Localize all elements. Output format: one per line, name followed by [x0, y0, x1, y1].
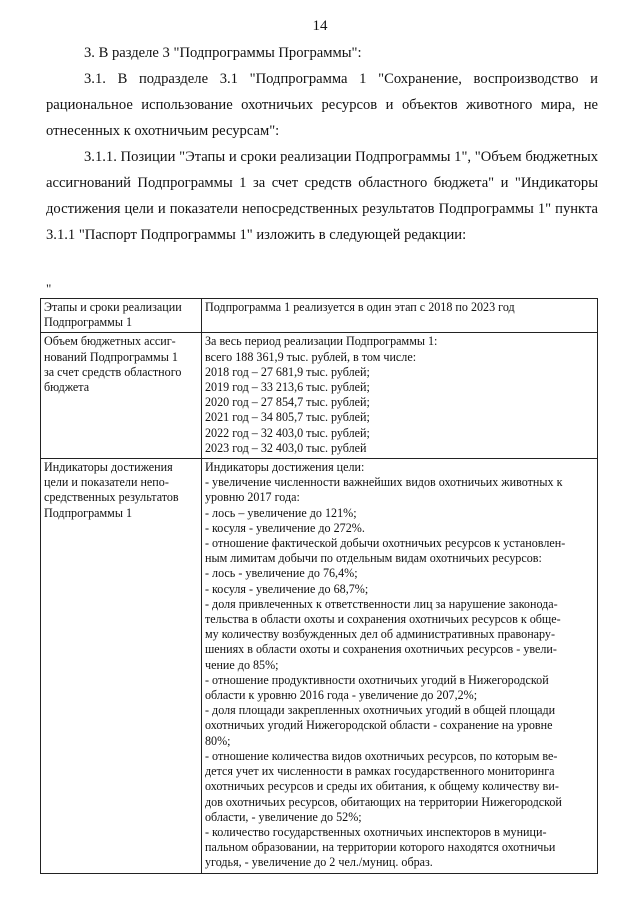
value-line: области, - увеличение до 52%;: [205, 809, 362, 824]
value-line: чение до 85%;: [205, 657, 279, 672]
opening-quote-mark: ": [46, 281, 52, 296]
paragraph-item-3-1-1: 3.1.1. Позиции "Этапы и сроки реализации Подпрограммы 1", "Объем бюджетных ассигнований Подпрограммы 1 за счет средств областного бюджета" и "Индикаторы достижения цели и показатели непосредственных результатов Подпрограммы 1" пункта 3.1.1 "Паспорт Подпрограммы 1" изложить в следующей редакции:: [46, 149, 598, 243]
value-line: - количество государственных охотничьих инспекторов в муници-: [205, 824, 547, 839]
value-line: 2021 год – 34 805,7 тыс. рублей;: [205, 410, 370, 425]
page-number: 14: [312, 18, 328, 34]
value-line: Индикаторы достижения цели:: [205, 460, 365, 475]
value-line: - лось – увеличение до 121%;: [205, 505, 357, 520]
row-stages-and-terms: [41, 299, 598, 333]
label-line: Этапы и сроки реализации: [44, 300, 182, 314]
row-value-cell: [202, 299, 598, 333]
value-line: - доля площади закрепленных охотничьих угодий в общей площади: [205, 703, 556, 718]
label-line: Подпрограммы 1: [44, 315, 133, 330]
passport-table-body: [41, 299, 598, 874]
row-indicators: [41, 459, 598, 873]
row-label-cell: [41, 299, 202, 333]
value-line: - отношение фактической добычи охотничьих ресурсов к установлен-: [205, 536, 566, 551]
value-line: тельства в области охоты и сохранения охотничьих ресурсов к обще-: [205, 612, 561, 627]
row-budget-allocations: [41, 333, 598, 459]
passport-table: [40, 298, 598, 874]
value-line: 2020 год – 27 854,7 тыс. рублей;: [205, 395, 370, 410]
value-line: угодья, - увеличение до 2 чел./муниц. образ.: [205, 855, 433, 870]
value-line: 2019 год – 33 213,6 тыс. рублей;: [205, 380, 370, 395]
value-line: пальном образовании, на территории которого находятся охотничьи: [205, 840, 556, 855]
row-value-cell: [202, 459, 598, 873]
label-line: бюджета: [44, 380, 90, 395]
value-line: 2018 год – 27 681,9 тыс. рублей;: [205, 364, 370, 379]
value-line: За весь период реализации Подпрограммы 1:: [205, 334, 438, 349]
value-line: - косуля - увеличение до 272%.: [205, 520, 365, 535]
paragraph-section-3: 3. В разделе 3 "Подпрограммы Программы":: [84, 45, 362, 61]
row-label-cell: [41, 333, 202, 459]
value-line: шениях в области охоты и сохранения охотничьих ресурсов - увели-: [205, 642, 557, 657]
value-line: всего 188 361,9 тыс. рублей, в том числе:: [205, 349, 417, 364]
value-line: уровню 2017 года:: [205, 490, 300, 505]
paragraph-subsection-3-1: 3.1. В подразделе 3.1 "Подпрограмма 1 "Сохранение, воспроизводство и рациональное использование охотничьих ресурсов и объектов животного мира, не отнесенных к охотничьим ресурсам":: [46, 71, 598, 139]
body-text: [46, 40, 598, 248]
label-line: Индикаторы достижения: [44, 460, 173, 475]
value-line: му количеству возбужденных дел об административных правонару-: [205, 627, 555, 642]
value-line: - отношение количества видов охотничьих ресурсов, по которым ве-: [205, 748, 558, 763]
value-line: ным лимитам добычи по отдельным видам охотничьих ресурсов:: [205, 551, 542, 566]
value-line: Подпрограмма 1 реализуется в один этап с 2018 по 2023 год: [205, 300, 515, 314]
value-line: - косуля - увеличение до 68,7%;: [205, 581, 369, 596]
value-line: 2022 год – 32 403,0 тыс. рублей;: [205, 425, 370, 440]
label-line: средственных результатов: [44, 490, 179, 505]
value-line: охотничьих ресурсов и среды их обитания, к общему количеству ви-: [205, 779, 559, 794]
row-value-cell: [202, 333, 598, 459]
label-line: Подпрограммы 1: [44, 505, 133, 520]
value-line: 2023 год – 32 403,0 тыс. рублей: [205, 440, 367, 455]
label-line: цели и показатели непо-: [44, 475, 169, 490]
row-label-cell: [41, 459, 202, 873]
value-line: - отношение продуктивности охотничьих угодий в Нижегородской: [205, 672, 549, 687]
label-line: за счет средств областного: [44, 364, 182, 379]
value-line: - доля привлеченных к ответственности лиц за нарушение законода-: [205, 596, 558, 611]
value-line: области к уровню 2016 года - увеличение до 207,2%;: [205, 688, 478, 703]
value-line: 80%;: [205, 733, 231, 748]
value-line: - лось - увеличение до 76,4%;: [205, 566, 358, 581]
label-line: нований Подпрограммы 1: [44, 349, 178, 364]
value-line: дов охотничьих ресурсов, обитающих на территории Нижегородской: [205, 794, 562, 809]
label-line: Объем бюджетных ассиг-: [44, 334, 176, 349]
value-line: - увеличение численности важнейших видов охотничьих животных к: [205, 475, 563, 490]
value-line: дется учет их численности в рамках государственного мониторинга: [205, 764, 555, 779]
value-line: охотничьих угодий Нижегородской области - сохранение на уровне: [205, 718, 553, 733]
